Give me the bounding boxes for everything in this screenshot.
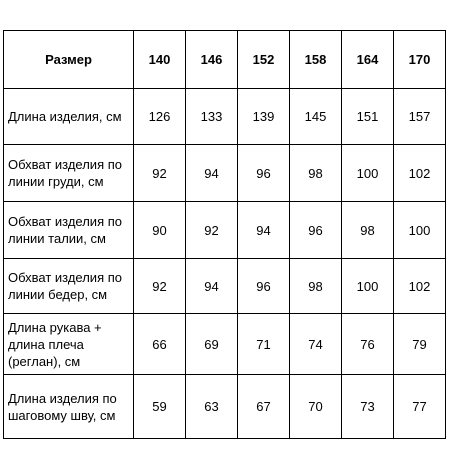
table-cell: 157 bbox=[394, 89, 446, 145]
table-cell: 100 bbox=[342, 145, 394, 202]
table-row bbox=[4, 314, 446, 375]
table-cell: 98 bbox=[290, 259, 342, 314]
table-cell: 73 bbox=[342, 375, 394, 439]
table-cell: 94 bbox=[186, 259, 238, 314]
table-cell: 59 bbox=[134, 375, 186, 439]
table-cell: 102 bbox=[394, 259, 446, 314]
table-cell: 90 bbox=[134, 202, 186, 259]
table-row bbox=[4, 202, 446, 259]
table-cell: 70 bbox=[290, 375, 342, 439]
table-cell: 126 bbox=[134, 89, 186, 145]
table-cell: 77 bbox=[394, 375, 446, 439]
table-cell: 102 bbox=[394, 145, 446, 202]
table-row bbox=[4, 145, 446, 202]
size-header-cell: 164 bbox=[342, 31, 394, 89]
table-row bbox=[4, 89, 446, 145]
size-header-cell: 158 bbox=[290, 31, 342, 89]
row-label: Обхват изделия по линии бедер, см bbox=[4, 259, 134, 314]
table-cell: 79 bbox=[394, 314, 446, 375]
table-cell: 96 bbox=[238, 145, 290, 202]
size-header-label: Размер bbox=[4, 31, 134, 89]
table-cell: 151 bbox=[342, 89, 394, 145]
table-cell: 67 bbox=[238, 375, 290, 439]
table-cell: 139 bbox=[238, 89, 290, 145]
table-cell: 63 bbox=[186, 375, 238, 439]
row-label: Длина изделия, см bbox=[4, 89, 134, 145]
table-row bbox=[4, 259, 446, 314]
table-cell: 74 bbox=[290, 314, 342, 375]
table-cell: 98 bbox=[290, 145, 342, 202]
row-label: Длина изделия по шаговому шву, см bbox=[4, 375, 134, 439]
row-label: Длина рукава + длина плеча (реглан), см bbox=[4, 314, 134, 375]
size-header-cell: 146 bbox=[186, 31, 238, 89]
table-cell: 100 bbox=[342, 259, 394, 314]
header-row bbox=[4, 31, 446, 89]
table-cell: 133 bbox=[186, 89, 238, 145]
table-cell: 92 bbox=[134, 259, 186, 314]
row-label: Обхват изделия по линии талии, см bbox=[4, 202, 134, 259]
table-cell: 96 bbox=[238, 259, 290, 314]
table-cell: 71 bbox=[238, 314, 290, 375]
size-header-cell: 140 bbox=[134, 31, 186, 89]
size-chart-table bbox=[3, 30, 446, 439]
size-header-cell: 170 bbox=[394, 31, 446, 89]
table-row bbox=[4, 375, 446, 439]
table-cell: 92 bbox=[134, 145, 186, 202]
table-cell: 69 bbox=[186, 314, 238, 375]
table-cell: 76 bbox=[342, 314, 394, 375]
table-cell: 96 bbox=[290, 202, 342, 259]
table-cell: 98 bbox=[342, 202, 394, 259]
table-cell: 66 bbox=[134, 314, 186, 375]
size-header-cell: 152 bbox=[238, 31, 290, 89]
row-label: Обхват изделия по линии груди, см bbox=[4, 145, 134, 202]
table-cell: 92 bbox=[186, 202, 238, 259]
table-cell: 100 bbox=[394, 202, 446, 259]
table-cell: 145 bbox=[290, 89, 342, 145]
table-cell: 94 bbox=[238, 202, 290, 259]
table-cell: 94 bbox=[186, 145, 238, 202]
